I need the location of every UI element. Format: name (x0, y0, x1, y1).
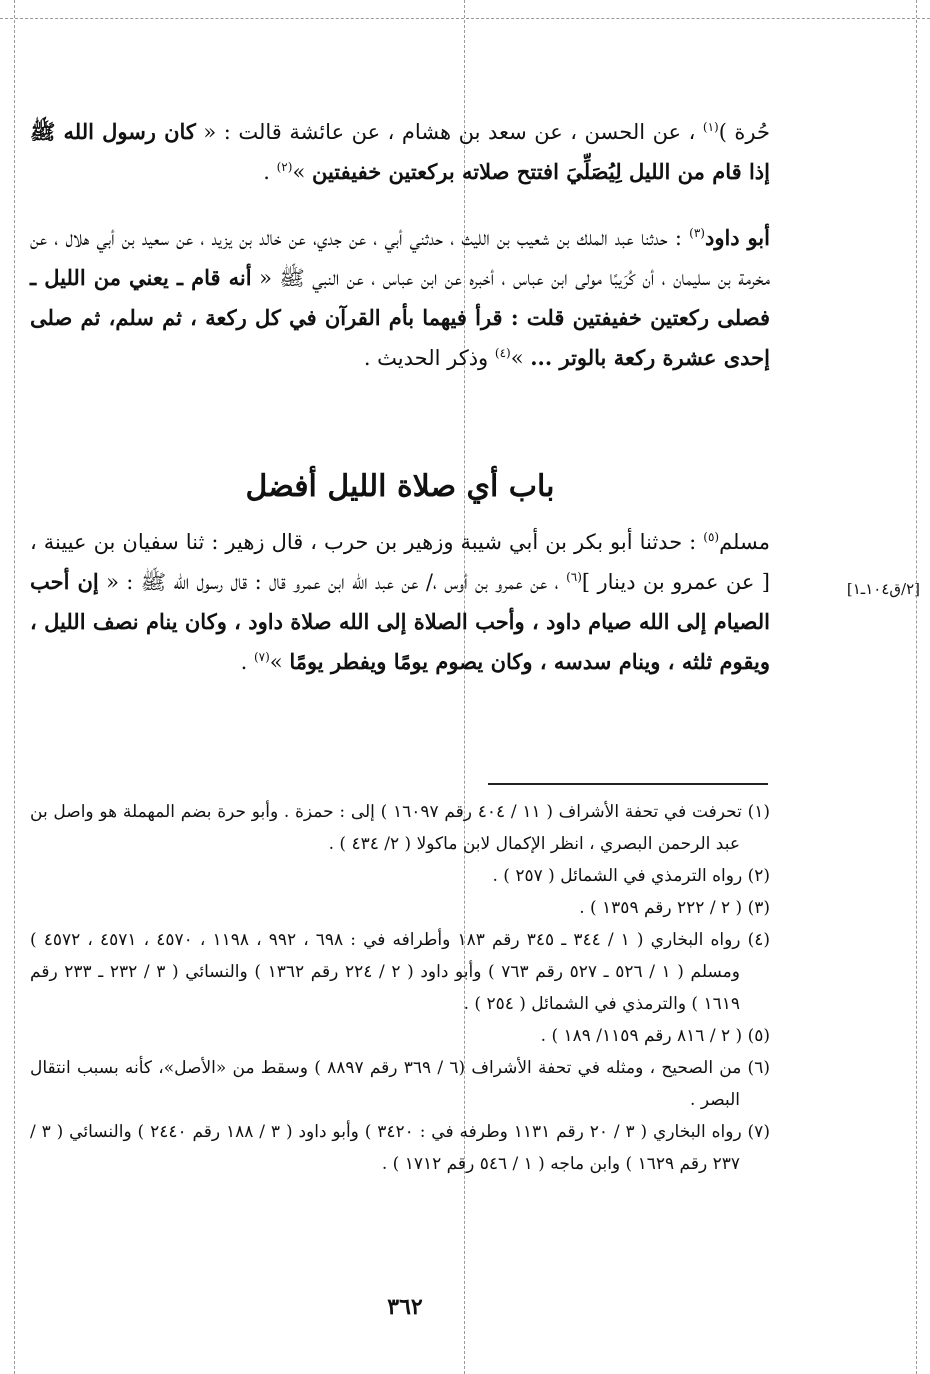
paragraph2-tail: وذكر الحديث . (363, 346, 495, 370)
paragraph1-close: » (292, 160, 312, 184)
footnote-divider (488, 783, 768, 785)
paragraph1-hadith: كان رسول الله ﷺ إذا قام من الليل لِيُصَلِّيَ افتتح صلاته بركعتين خفيفتين (30, 119, 770, 184)
footnote-ref-7[interactable]: (٧) (253, 650, 270, 664)
footnote-ref-3[interactable]: (٣) (689, 226, 705, 240)
paragraph1-lead: حُرة ) (718, 120, 770, 144)
paragraph1-tail: . (263, 160, 277, 184)
footnote-ref-1[interactable]: (١) (702, 120, 719, 134)
footnotes (30, 796, 770, 1180)
footnote-4: (٤) رواه البخاري ( ١ / ٣٤٤ ـ ٣٤٥ رقم ١٨٣ وأطرافه في : ٦٩٨ ، ٩٩٢ ، ١١٩٨ ، ٤٥٧٠ ، ٤٥٧١ ، ٤٥٧٢ ) ومسلم ( ١ / ٥٢٦ ـ ٥٢٧ رقم ٧٦٣ ) وأبو داود ( ٢ / ٢٢٤ رقم ١٣٦٢ ) والنسائي ( ٣ / ٢٣٢ ـ ٢٣٣ رقم ١٦١٩ ) والترمذي في الشمائل ( ٢٥٤ ) . (30, 930, 771, 1014)
paragraph2-lead: أبو داود (704, 225, 770, 250)
scan-guide-line-right (916, 0, 917, 1374)
paragraph1-text: ، عن الحسن ، عن سعد بن هشام ، عن عائشة قالت : « (195, 120, 703, 144)
paragraph3-lead: مسلم (719, 530, 770, 554)
footnote-1: (١) تحرفت في تحفة الأشراف ( ١١ / ٤٠٤ رقم ١٦٠٩٧ ) إلى : حمزة . وأبو حرة بضم المهملة هو واصل بن عبد الرحمن البصري ، انظر الإكمال لابن ماكولا ( ٢/ ٤٣٤ ) . (30, 802, 770, 854)
footnote-ref-6[interactable]: (٦) (566, 570, 582, 584)
paragraph3-tail: . (240, 650, 254, 674)
manuscript-folio-marker: [٢/ق١٠٤ـ١] (846, 580, 920, 598)
footnote-7: (٧) رواه البخاري ( ٣ / ٢٠ رقم ١١٣١ وطرفه في : ٣٤٢٠ ) وأبو داود ( ٣ / ١٨٨ رقم ٢٤٤٠ ) والنسائي ( ٣ / ٢٣٧ رقم ١٦٢٩ ) وابن ماجه ( ١ / ٥٤٦ رقم ١٧١٢ ) . (30, 1122, 770, 1174)
chapter-heading: باب أي صلاة الليل أفضل (245, 469, 555, 504)
scan-guide-line-top (0, 18, 930, 19)
scan-guide-line-left (14, 0, 15, 1374)
paragraph3-close: » (269, 650, 290, 674)
paragraph3-hadith: إن أحب الصيام إلى الله صيام داود ، وأحب الصلاة إلى الله صلاة داود ، وكان ينام نصف الليل ، ويقوم ثلثه ، وينام سدسه ، وكان يصوم يومًا ويفطر يومًا (30, 569, 770, 674)
paragraph2-close: » (510, 346, 531, 370)
paragraph-hurra (30, 112, 770, 192)
paragraph-abu-dawud (30, 218, 770, 378)
footnote-6: (٦) من الصحيح ، ومثله في تحفة الأشراف (٦ / ٣٦٩ رقم ٨٨٩٧ ) وسقط من «الأصل»، كأنه بسبب انتقال البصر . (30, 1058, 770, 1110)
footnote-ref-4[interactable]: (٤) (494, 346, 511, 360)
footnote-5: (٥) ( ٢ / ٨١٦ رقم ١١٥٩/ ١٨٩ ) . (540, 1026, 770, 1046)
footnote-3: (٣) ( ٢ / ٢٢٢ رقم ١٣٥٩ ) . (579, 898, 770, 918)
footnote-ref-5[interactable]: (٥) (703, 530, 720, 544)
footnote-ref-2[interactable]: (٢) (276, 160, 293, 174)
paragraph2-hadith: أنه قام ـ يعني من الليل ـ فصلى ركعتين خفيفتين قلت : قرأ فيهما بأم القرآن في كل ركعة ، ثم سلم، ثم صلى إحدى عشرة ركعة بالوتر ... (30, 265, 770, 370)
footnote-2: (٢) رواه الترمذي في الشمائل ( ٢٥٧ ) . (492, 866, 770, 886)
paragraph-muslim (30, 522, 770, 682)
page-number: ٣٦٢ (387, 1294, 423, 1320)
paragraph3-text-2: ، عن عمرو بن أوس ،/ عن عبد الله ابن عمرو قال : قال رسول الله ﷺ : « (98, 570, 567, 594)
paragraph3-text: : حدثنا أبو بكر بن أبي شيبة وزهير بن حرب ، قال زهير : ثنا سفيان بن عيينة ، [ عن عمرو بن دينار ] (30, 530, 770, 594)
paragraph2-text: : حدثنا عبد الملك بن شعيب بن الليث ، حدثني أبي ، عن جدي، عن خالد بن يزيد ، عن سعيد بن أبي هلال ، عن مخرمة بن سليمان ، أن كُرَيبًا مولى ابن عباس ، أخبره عن ابن عباس ، عن النبي ﷺ « (30, 226, 770, 290)
